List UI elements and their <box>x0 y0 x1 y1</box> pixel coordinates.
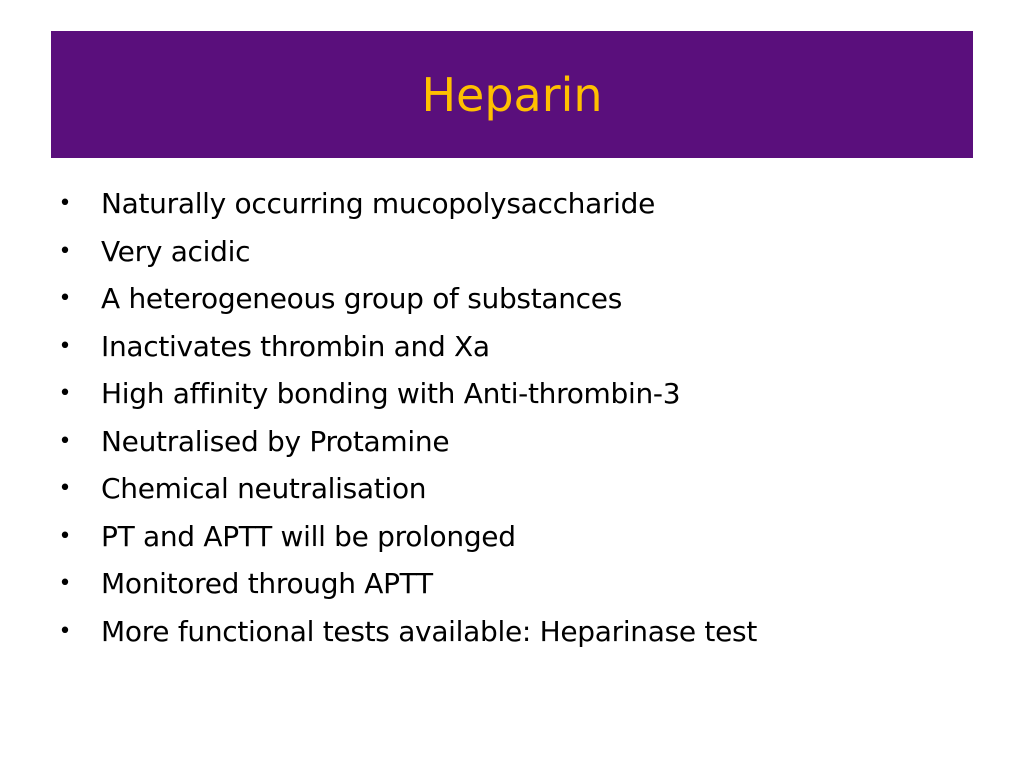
bullet-icon: • <box>58 238 72 264</box>
bullet-text: Monitored through APTT <box>101 567 433 601</box>
bullet-icon: • <box>58 571 72 597</box>
bullet-item <box>55 418 995 466</box>
bullet-icon: • <box>58 333 72 359</box>
bullet-text: Neutralised by Protamine <box>101 424 450 458</box>
bullet-icon: • <box>58 286 72 312</box>
bullet-text: More functional tests available: Heparinase test <box>101 614 758 648</box>
bullet-icon: • <box>58 476 72 502</box>
bullet-item <box>55 370 995 418</box>
bullet-item <box>55 560 995 608</box>
bullet-item <box>55 180 995 228</box>
bullet-icon: • <box>58 191 72 217</box>
title-banner <box>51 31 973 158</box>
bullet-text: Naturally occurring mucopolysaccharide <box>101 187 656 221</box>
bullet-icon: • <box>58 381 72 407</box>
bullet-icon: • <box>58 618 72 644</box>
bullet-icon: • <box>58 523 72 549</box>
bullet-text: Inactivates thrombin and Xa <box>101 329 490 363</box>
bullet-item <box>55 465 995 513</box>
bullet-text: High affinity bonding with Anti-thrombin-3 <box>101 377 681 411</box>
bullet-icon: • <box>58 428 72 454</box>
bullet-item <box>55 608 995 656</box>
bullet-text: Chemical neutralisation <box>101 472 427 506</box>
bullet-item <box>55 228 995 276</box>
bullet-text: PT and APTT will be prolonged <box>101 519 516 553</box>
bullet-list <box>55 180 995 655</box>
bullet-text: Very acidic <box>101 234 251 268</box>
bullet-item <box>55 513 995 561</box>
bullet-text: A heterogeneous group of substances <box>101 282 622 316</box>
slide-title: Heparin <box>421 67 603 122</box>
bullet-item <box>55 275 995 323</box>
bullet-item <box>55 323 995 371</box>
